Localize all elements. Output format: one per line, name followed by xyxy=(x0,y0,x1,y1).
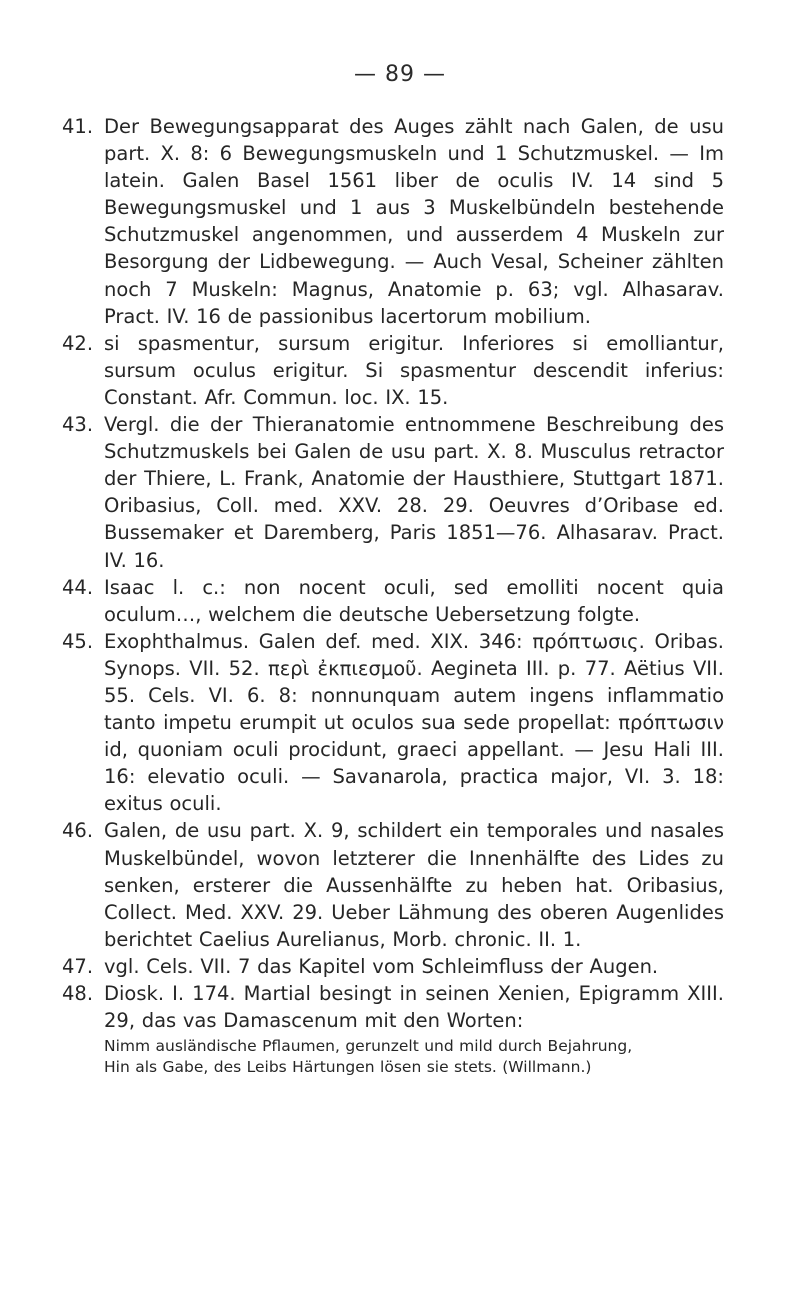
note-45 xyxy=(62,628,724,818)
note-number: 44. xyxy=(62,575,94,599)
verse-line: Nimm ausländische Pflaumen, gerunzelt und mild durch Bejahrung, xyxy=(104,1037,633,1056)
note-47 xyxy=(62,953,724,980)
note-number: 48. xyxy=(62,982,94,1005)
note-text: Exophthalmus. Galen def. med. XIX. 346: πρόπτωσις. Oribas. Synops. VII. 52. περὶ ἐκπιεσμοῦ. Aegineta III. p. 77. Aëtius VII. 55. Cels. VI. 6. 8: nonnunquam autem ingens inflammatio tanto impetu erumpit ut oculos sua sede propellat: πρόπτωσιν id, quoniam oculi procidunt, graeci appellant. — Jesu Hali III. 16: elevatio oculi. — Savanarola, practica major, VI. 3. 18: exitus oculi. xyxy=(104,629,724,816)
note-number: 41. xyxy=(62,115,94,138)
note-text: si spasmentur, sursum erigitur. Inferiores si emolliantur, sursum oculus erigitur. Si spasmentur descendit inferius: Constant. Afr. Commun. loc. IX. 15. xyxy=(104,331,724,409)
note-41 xyxy=(62,113,724,330)
page-number-header: — 89 — xyxy=(354,62,446,87)
note-text: vgl. Cels. VII. 7 das Kapitel vom Schleimfluss der Augen. xyxy=(104,954,659,978)
note-48 xyxy=(62,980,724,1078)
note-text: Der Bewegungsapparat des Auges zählt nach Galen, de usu part. X. 8: 6 Bewegungsmuskeln und 1 Schutzmuskel. — Im latein. Galen Basel 1561 liber de oculis IV. 14 sind 5 Bewegungsmuskel und 1 aus 3 Muskelbündeln bestehende Schutzmuskel angenommen, und ausserdem 4 Muskeln zur Besorgung der Lidbewegung. — Auch Vesal, Scheiner zählten noch 7 Muskeln: Magnus, Anatomie p. 63; vgl. Alhasarav. Pract. IV. 16 de passionibus lacertorum mobilium. xyxy=(104,115,724,328)
footnotes-list xyxy=(62,113,724,1078)
note-46 xyxy=(62,817,724,952)
note-44 xyxy=(62,574,724,628)
note-text: Vergl. die der Thieranatomie entnommene Beschreibung des Schutzmuskels bei Galen de usu part. X. 8. Musculus retractor der Thiere, L. Frank, Anatomie der Hausthiere, Stuttgart 1871. Oribasius, Coll. med. XXV. 28. 29. Oeuvres d’Oribase ed. Bussemaker et Daremberg, Paris 1851—76. Alhasarav. Pract. IV. 16. xyxy=(104,413,724,572)
note-number: 43. xyxy=(62,413,94,437)
note-number: 47. xyxy=(62,954,94,978)
note-43 xyxy=(62,411,724,574)
verse-line: Hin als Gabe, des Leibs Härtungen lösen sie stets. (Willmann.) xyxy=(104,1058,592,1077)
note-text: Diosk. I. 174. Martial besingt in seinen Xenien, Epigramm XIII. 29, das vas Damascenum mit den Worten: xyxy=(104,982,724,1033)
note-number: 45. xyxy=(62,629,94,653)
note-number: 42. xyxy=(62,331,94,355)
martial-verse-quote xyxy=(104,1036,724,1078)
note-42 xyxy=(62,330,724,411)
note-text: Isaac l. c.: non nocent oculi, sed emolliti nocent quia oculum…, welchem die deutsche Uebersetzung folgte. xyxy=(104,575,724,626)
note-text: Galen, de usu part. X. 9, schildert ein temporales und nasales Muskelbündel, wovon letzterer die Innenhälfte des Lides zu senken, ersterer die Aussenhälfte zu heben hat. Oribasius, Collect. Med. XXV. 29. Ueber Lähmung des oberen Augenlides berichtet Caelius Aurelianus, Morb. chronic. II. 1. xyxy=(104,819,724,951)
note-number: 46. xyxy=(62,819,94,843)
